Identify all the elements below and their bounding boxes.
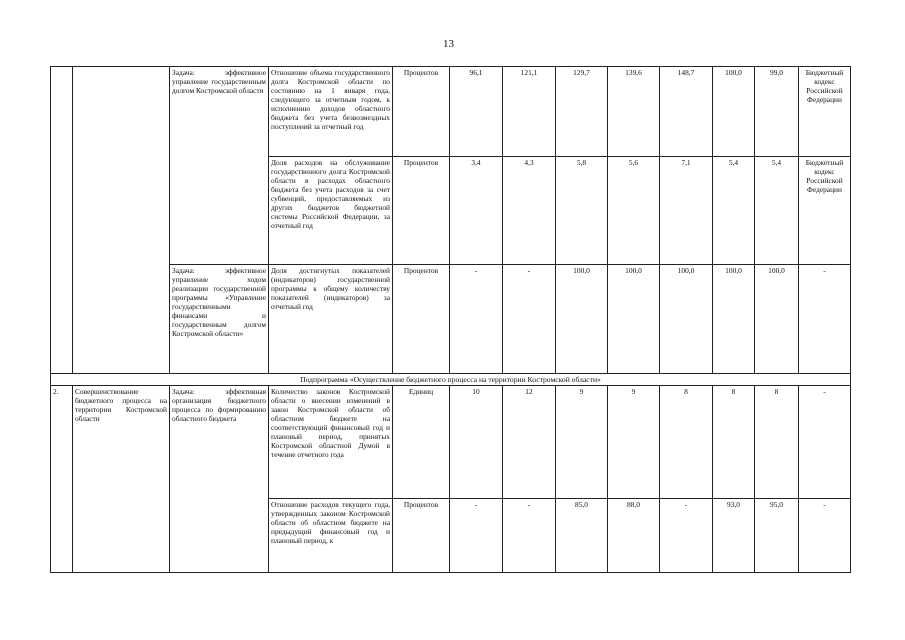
- measure-name-cell: [73, 67, 170, 374]
- unit-cell: Процентов: [393, 157, 450, 265]
- value-cell: 95,0: [755, 499, 799, 573]
- source-cell: Бюджетный кодекс Российской Федерации: [799, 67, 851, 157]
- unit-cell: Процентов: [393, 265, 450, 374]
- value-cell: 5,6: [608, 157, 660, 265]
- table-row: [51, 265, 851, 374]
- table-row: [51, 67, 851, 157]
- value-cell: 5,4: [713, 157, 755, 265]
- value-cell: 100,0: [755, 265, 799, 374]
- table-row: [51, 386, 851, 499]
- measure-name-cell: Совершенствование бюджетного процесса на территории Костромской области: [73, 386, 170, 573]
- value-cell: -: [660, 499, 713, 573]
- value-cell: 4,3: [503, 157, 556, 265]
- value-cell: 99,0: [755, 67, 799, 157]
- value-cell: 3,4: [450, 157, 503, 265]
- value-cell: 8: [755, 386, 799, 499]
- value-cell: 5,4: [755, 157, 799, 265]
- value-cell: 85,0: [556, 499, 608, 573]
- task-cell: Задача: эффективное управление ходом реализации государственной программы «Управление государственными финансами и государственным долгом Костромской области»: [170, 265, 269, 374]
- value-cell: 8: [660, 386, 713, 499]
- unit-cell: Процентов: [393, 499, 450, 573]
- indicator-cell: Отношение расходов текущего года, утвержденных законом Костромской области об областном бюджете на предыдущий финансовый год и плановый период, к: [269, 499, 393, 573]
- source-cell: -: [799, 386, 851, 499]
- value-cell: 93,0: [713, 499, 755, 573]
- indicator-cell: Доля достигнутых показателей (индикаторов) государственной программы к общему количеству показателей (индикаторов) за отчетный год: [269, 265, 393, 374]
- value-cell: 12: [503, 386, 556, 499]
- indicator-cell: Отношение объема государственного долга Костромской области по состоянию на 1 января года, следующего за отчетным годом, к исполнению доходов областного бюджета без учета безвозмездных поступлений за отчетный год: [269, 67, 393, 157]
- source-cell: Бюджетный кодекс Российской Федерации: [799, 157, 851, 265]
- value-cell: 88,0: [608, 499, 660, 573]
- value-cell: 121,1: [503, 67, 556, 157]
- row-number-cell: 2.: [51, 386, 73, 573]
- value-cell: -: [503, 265, 556, 374]
- source-cell: -: [799, 499, 851, 573]
- indicator-cell: Количество законов Костромской области о внесении изменений в закон Костромской области об областном бюджете на соответствующий финансовый год и плановый период, принятых Костромской областной Думой в течение отчетного года: [269, 386, 393, 499]
- unit-cell: Процентов: [393, 67, 450, 157]
- value-cell: -: [450, 265, 503, 374]
- value-cell: -: [450, 499, 503, 573]
- task-cell: Задача: эффективное управление государственным долгом Костромской области: [170, 67, 269, 265]
- subprogram-title: Подпрограмма «Осуществление бюджетного процесса на территории Костромской области»: [51, 374, 851, 386]
- value-cell: 9: [556, 386, 608, 499]
- value-cell: 96,1: [450, 67, 503, 157]
- indicators-table: [50, 66, 851, 573]
- value-cell: 10: [450, 386, 503, 499]
- value-cell: 100,0: [608, 265, 660, 374]
- value-cell: 100,0: [713, 67, 755, 157]
- source-cell: -: [799, 265, 851, 374]
- row-number-cell: [51, 67, 73, 374]
- value-cell: 129,7: [556, 67, 608, 157]
- value-cell: 139,6: [608, 67, 660, 157]
- value-cell: 100,0: [713, 265, 755, 374]
- value-cell: 5,8: [556, 157, 608, 265]
- task-cell: Задача: эффективная организация бюджетного процесса по формированию областного бюджета: [170, 386, 269, 573]
- indicator-cell: Доля расходов на обслуживание государственного долга Костромской области в расходах областного бюджета без учета расходов за счет субвенций, предоставляемых из других бюджетов бюджетной системы Российской Федерации, за отчетный год: [269, 157, 393, 265]
- value-cell: 7,1: [660, 157, 713, 265]
- value-cell: 100,0: [556, 265, 608, 374]
- unit-cell: Единиц: [393, 386, 450, 499]
- value-cell: 8: [713, 386, 755, 499]
- value-cell: 9: [608, 386, 660, 499]
- value-cell: 100,0: [660, 265, 713, 374]
- subprogram-row: [51, 374, 851, 386]
- value-cell: -: [503, 499, 556, 573]
- page-number: 13: [443, 38, 454, 50]
- value-cell: 148,7: [660, 67, 713, 157]
